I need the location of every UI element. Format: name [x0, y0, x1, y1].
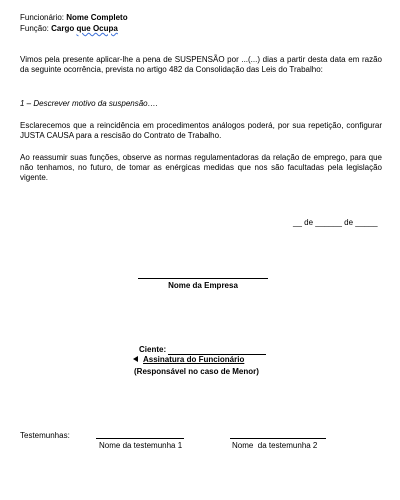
- witness2-name: Nome da testemunha 2: [232, 441, 318, 450]
- role-name-part2: que Ocupa: [76, 24, 118, 33]
- role-name: [51, 24, 118, 33]
- company-name: Nome da Empresa: [168, 281, 238, 290]
- witness2-line: [230, 438, 326, 439]
- suspension-reason: 1 – Descrever motivo da suspensão….: [20, 99, 158, 108]
- employee-name: Nome Completo: [66, 13, 128, 22]
- employee-label: Funcionário:: [20, 13, 65, 22]
- guardian-note: (Responsável no caso de Menor): [134, 367, 259, 376]
- employee-signature-row: [133, 355, 244, 365]
- return-paragraph: Ao reassumir suas funções, observe as normas regulamentadoras da relação de emprego, para que não tenhamos, no futuro, de tomar as enérgicas medidas que nos são facultadas pela legislação vigente.: [20, 153, 382, 182]
- recurrence-paragraph: Esclarecemos que a reincidência em procedimentos análogos poderá, por sua repetição, configurar JUSTA CAUSA para a rescisão do Contrato de Trabalho.: [20, 121, 382, 140]
- date-line: __ de ______ de _____: [293, 218, 378, 227]
- employee-signature-label: Assinatura do Funcionário: [143, 355, 245, 364]
- witness1-line: [96, 438, 184, 439]
- role-name-part1: Cargo: [51, 24, 75, 33]
- employee-line: [20, 13, 128, 23]
- company-signature-line: [138, 278, 268, 279]
- ciente-label: Ciente:: [139, 345, 167, 354]
- caret-left-icon: [133, 356, 138, 362]
- role-label: Função:: [20, 24, 49, 33]
- role-line: [20, 24, 118, 34]
- suspension-paragraph: Vimos pela presente aplicar-lhe a pena de SUSPENSÃO por ...(...) dias a partir desta data em razão da seguinte ocorrência, prevista no artigo 482 da Consolidação das Leis do Trabalho:: [20, 55, 382, 74]
- witnesses-label: Testemunhas:: [20, 431, 70, 440]
- witness1-name: Nome da testemunha 1: [99, 441, 183, 450]
